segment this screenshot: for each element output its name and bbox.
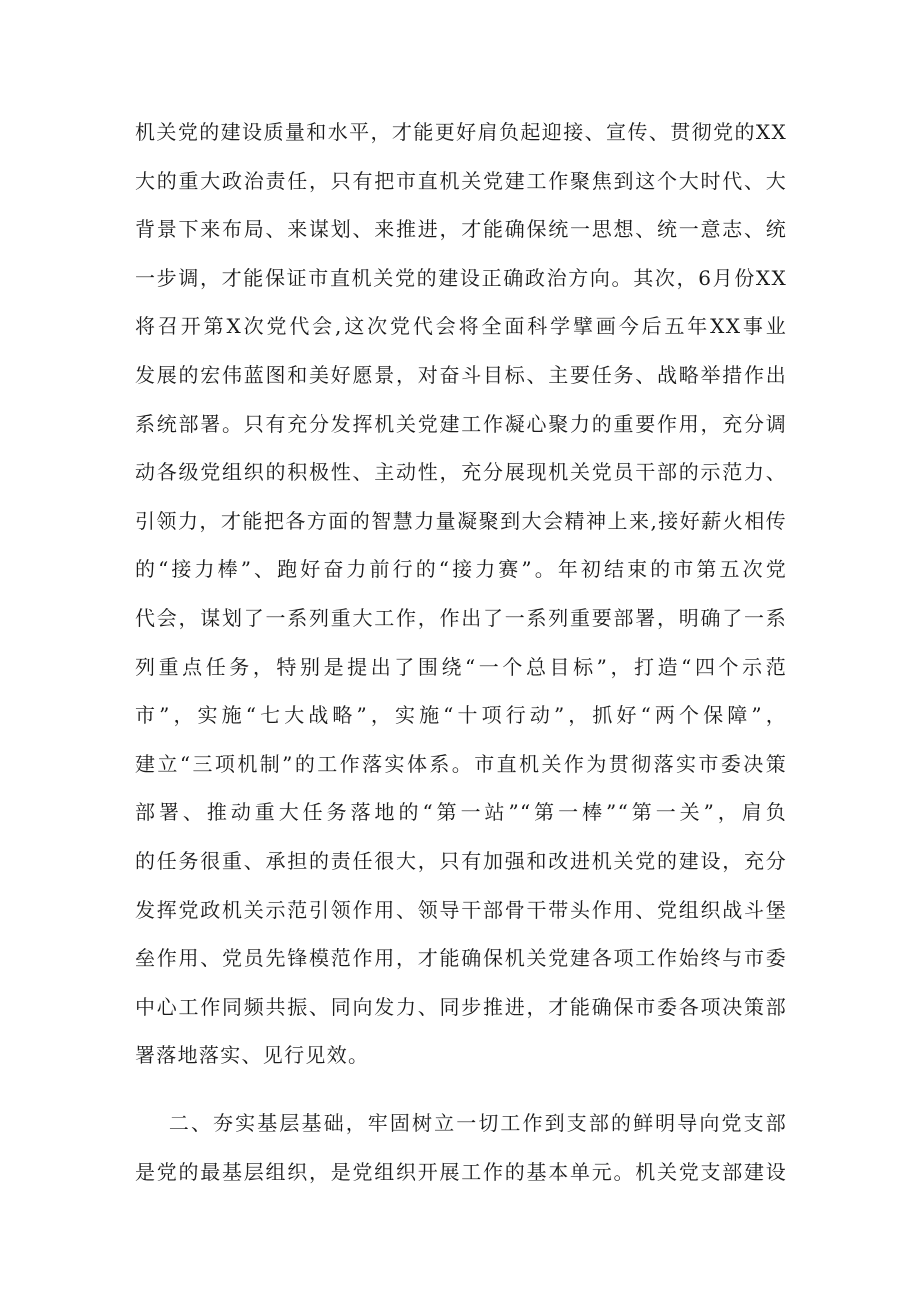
text-line: 中心工作同频共振、同向发力、同步推进，才能确保市委各项决策部	[135, 994, 787, 1019]
text-line: 代会，谋划了一系列重大工作，作出了一系列重要部署，明确了一系	[135, 605, 787, 630]
text-line: 一步调，才能保证市直机关党的建设正确政治方向。其次，6月份XX	[135, 265, 787, 290]
text-line: 系统部署。只有充分发挥机关党建工作凝心聚力的重要作用，充分调	[135, 411, 787, 436]
text-line: 垒作用、党员先锋模范作用，才能确保机关党建各项工作始终与市委	[135, 946, 787, 971]
text-line: 是党的最基层组织，是党组织开展工作的基本单元。机关党支部建设	[135, 1159, 787, 1184]
text-line: 建立“三项机制”的工作落实体系。市直机关作为贯彻落实市委决策	[135, 751, 787, 776]
text-line: 动各级党组织的积极性、主动性，充分展现机关党员干部的示范力、	[135, 460, 787, 485]
text-line: 列重点任务，特别是提出了围绕“一个总目标”，打造“四个示范	[135, 654, 787, 679]
text-line: 署落地落实、见行见效。	[135, 1043, 370, 1068]
text-line: 引领力，才能把各方面的智慧力量凝聚到大会精神上来,接好薪火相传	[135, 508, 787, 533]
text-line: 大的重大政治责任，只有把市直机关党建工作聚焦到这个大时代、大	[135, 168, 787, 193]
paragraph-2	[135, 1099, 787, 1196]
section-heading-line: 二、夯实基层基础，牢固树立一切工作到支部的鲜明导向党支部	[135, 1111, 787, 1135]
text-line: 部署、推动重大任务落地的“第一站”“第一棒”“第一关”，肩负	[135, 800, 787, 825]
text-line: 机关党的建设质量和水平，才能更好肩负起迎接、宣传、贯彻党的XX	[135, 120, 787, 144]
text-line: 发展的宏伟蓝图和美好愿景，对奋斗目标、主要任务、战略举措作出	[135, 362, 787, 387]
text-line: 将召开第X次党代会,这次党代会将全面科学擘画今后五年XX事业	[135, 314, 787, 339]
text-line: 背景下来布局、来谋划、来推进，才能确保统一思想、统一意志、统	[135, 217, 787, 242]
text-line: 发挥党政机关示范引领作用、领导干部骨干带头作用、党组织战斗堡	[135, 897, 787, 922]
paragraph-1	[135, 108, 787, 1080]
text-line: 的任务很重、承担的责任很大，只有加强和改进机关党的建设，充分	[135, 848, 787, 873]
text-line: 市”，实施“七大战略”，实施“十项行动”，抓好“两个保障”，	[135, 703, 787, 728]
text-line: 的“接力棒”、跑好奋力前行的“接力赛”。年初结束的市第五次党	[135, 557, 787, 582]
